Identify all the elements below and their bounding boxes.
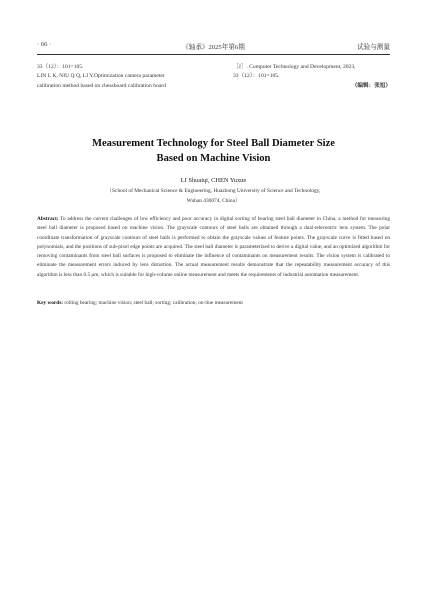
title-line: Measurement Technology for Steel Ball Diameter Size <box>91 138 336 149</box>
abstract <box>37 215 390 280</box>
journal-issue: 《轴承》2025年第6期 <box>182 44 245 51</box>
page-number: · 66 · <box>37 41 52 48</box>
reference-line: 33（12）：101=105. <box>37 64 84 70</box>
affiliation <box>37 187 390 206</box>
references-right-column <box>233 63 391 91</box>
section-name: 试验与测量 <box>357 44 390 51</box>
references-left-column <box>37 63 207 91</box>
header-rule <box>37 54 390 55</box>
keywords-text: rolling bearing; machine vision; steel ball; sorting; calibration; on-line measurement <box>64 300 243 306</box>
keywords <box>37 299 390 308</box>
abstract-label: Abstract: <box>37 216 59 222</box>
affiliation-line: （School of Mechanical Science & Engineering, Huazhong University of Science and Technology, <box>106 188 321 194</box>
paper-title <box>37 136 390 166</box>
running-header <box>37 41 390 53</box>
reference-line: LIN L K, NIU Q Q, LI Y.Optimization camera parameter <box>37 73 165 80</box>
title-line: Based on Machine Vision <box>156 153 271 164</box>
editor-note: （编辑：张旭） <box>351 82 391 89</box>
authors: LI Shuaiqi, CHEN Yuxue <box>180 177 247 184</box>
reference-line: ［J］. Computer Technology and Development, 2023, <box>233 64 356 70</box>
reference-line: calibration method based on chessboard calibration board <box>37 82 166 89</box>
affiliation-line: Wuhan 430074, China） <box>186 197 241 204</box>
reference-line: 33（12）：101=105. <box>233 73 280 80</box>
abstract-text: To address the current challenges of low efficiency and poor accuracy in digital sorting of bearing steel ball diameter in China, a method for measuring steel ball diameter is proposed based on machine vision. The grayscale contours of steel balls are obtained through a dual-telecentric lens system. The polar coordinate transformation of grayscale contours of steel balls is performed to obtain the grayscale values of feature points. The grayscale curve is fitted based on polynomials, and the positions of sub-pixel edge points are acquired. The steel ball diameter is parameterized to derive a digital value, and an optimized algorithm for removing contaminants from steel ball surfaces is proposed to eliminate the influence of contaminants on measurement results. The vision system is calibrated to eliminate the measurement errors induced by lens distortion. The actual measurement results demonstrate that the repeatability measurement accuracy of this algorithm is less than 0.5 μm, which is suitable for high-volume online measurement and meets the requirements of industrial automation measurement. <box>37 216 390 278</box>
keywords-label: Key words: <box>37 300 64 306</box>
